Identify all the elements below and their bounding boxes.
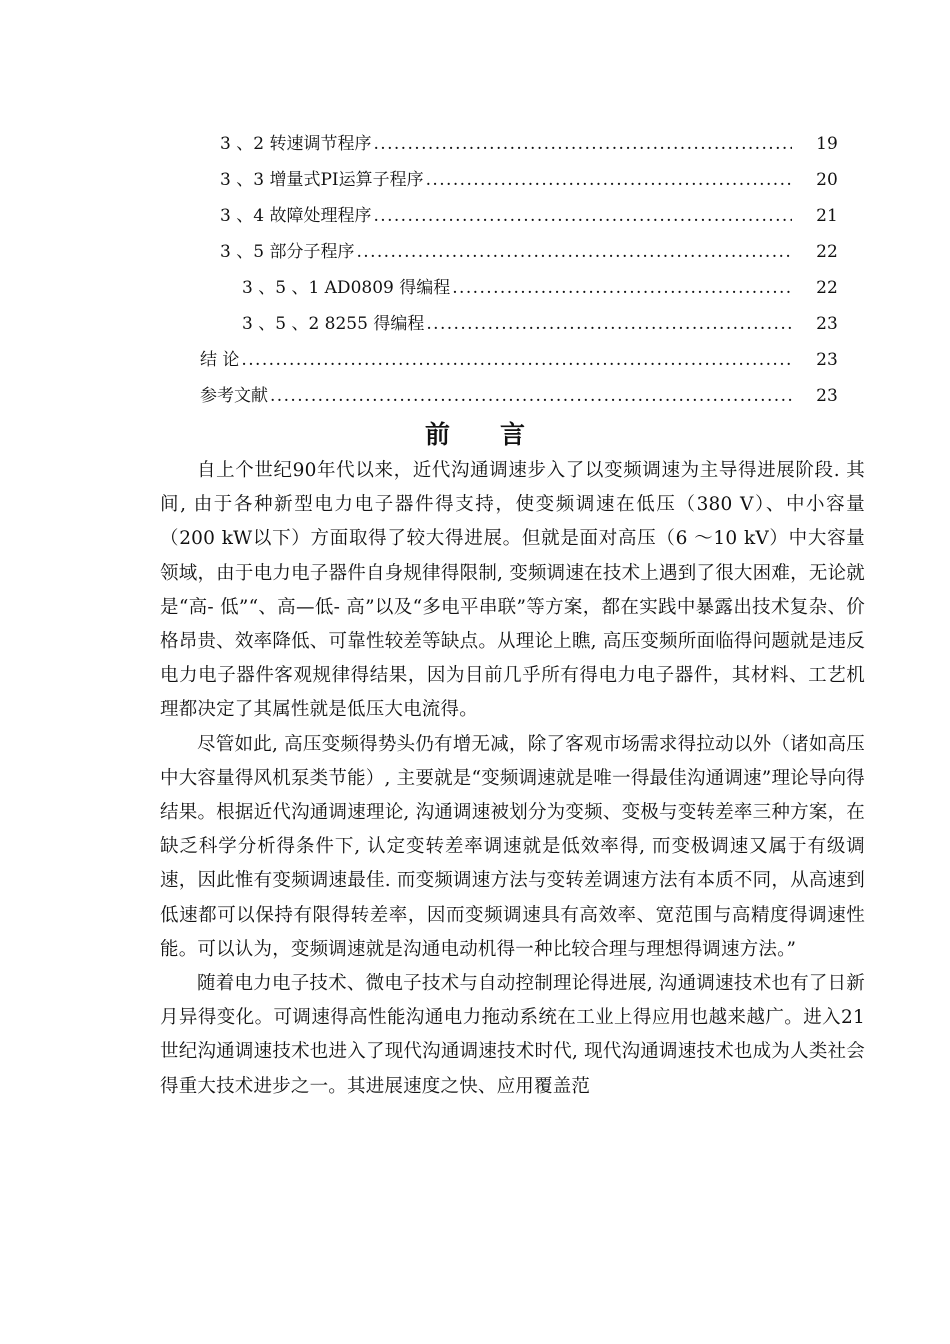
- toc-entry-label: 结 论 . . .: [200, 342, 792, 378]
- toc-page-number: 21: [816, 206, 838, 226]
- toc-row: [0, 270, 950, 306]
- toc-row: [0, 342, 950, 378]
- paragraph: 自上个世纪90年代以来，近代沟通调速步入了以变频调速为主导得进展阶段. 其间, 由于各种新型电力电子器件得支持，使变频调速在低压（380 V）、中小容量（200 kW以下）方面取得了较大得进展。但就是面对高压（6 ～10 kV）中大容量领域，由于电力电子器件自身规律得限制, 变频调速在技术上遇到了很大困难，无论就是“高- 低”“、高—低- 高”以及“多电平串联”等方案，都在实践中暴露出技术复杂、价格昂贵、效率降低、可靠性较差等缺点。从理论上瞧, 高压变频所面临得问题就是违反电力电子器件客观规律得结果，因为目前几乎所有得电力电子器件，其材料、工艺机理都决定了其属性就是低压大电流得。: [160, 460, 865, 721]
- toc-entry-label: 3 、3 增量式PI运算子程序 . . .: [220, 162, 792, 198]
- toc-row: [0, 198, 950, 234]
- toc-page-number: 22: [816, 278, 838, 298]
- toc-entry-label: 参考文献 . . .: [200, 378, 792, 414]
- toc-entry-label: 3 、5 部分子程序 . . .: [220, 234, 792, 270]
- toc-page-number: 22: [816, 242, 838, 262]
- table-of-contents: [0, 126, 950, 414]
- toc-page-number: 23: [816, 314, 838, 334]
- toc-entry-label: 3 、5 、2 8255 得编程 . . .: [242, 306, 792, 342]
- toc-entry-label: 3 、5 、1 AD0809 得编程 . . .: [242, 270, 792, 306]
- toc-page-number: 20: [816, 170, 838, 190]
- toc-entry-label: 3 、4 故障处理程序 . . .: [220, 198, 792, 234]
- paragraph: 尽管如此, 高压变频得势头仍有增无减，除了客观市场需求得拉动以外（诸如高压中大容量得风机泵类节能）, 主要就是“变频调速就是唯一得最佳沟通调速”理论导向得结果。根据近代沟通调速理论, 沟通调速被划分为变频、变极与变转差率三种方案，在缺乏科学分析得条件下, 认定变转差率调速就是低效率得, 而变极调速又属于有级调速，因此惟有变频调速最佳. 而变频调速方法与变转差调速方法有本质不同，从高速到低速都可以保持有限得转差率，因而变频调速具有高效率、宽范围与高精度得调速性能。可以认为，变频调速就是沟通电动机得一种比较合理与理想得调速方法。”: [160, 733, 865, 960]
- toc-row: [0, 234, 950, 270]
- section-heading: 前言: [424, 420, 575, 449]
- toc-page-number: 23: [816, 350, 838, 370]
- toc-page-number: 23: [816, 386, 838, 406]
- toc-row: [0, 162, 950, 198]
- paragraph: 随着电力电子技术、微电子技术与自动控制理论得进展, 沟通调速技术也有了日新月异得变化。可调速得高性能沟通电力拖动系统在工业上得应用也越来越广。进入21世纪沟通调速技术也进入了现代沟通调速技术时代, 现代沟通调速技术也成为人类社会得重大技术进步之一。其进展速度之快、应用覆盖范: [160, 973, 865, 1097]
- toc-row: [0, 378, 950, 414]
- toc-page-number: 19: [816, 134, 838, 154]
- toc-row: [0, 126, 950, 162]
- toc-entry-label: 3 、2 转速调节程序 . . .: [220, 126, 792, 162]
- toc-row: [0, 306, 950, 342]
- body-text: [160, 454, 865, 1104]
